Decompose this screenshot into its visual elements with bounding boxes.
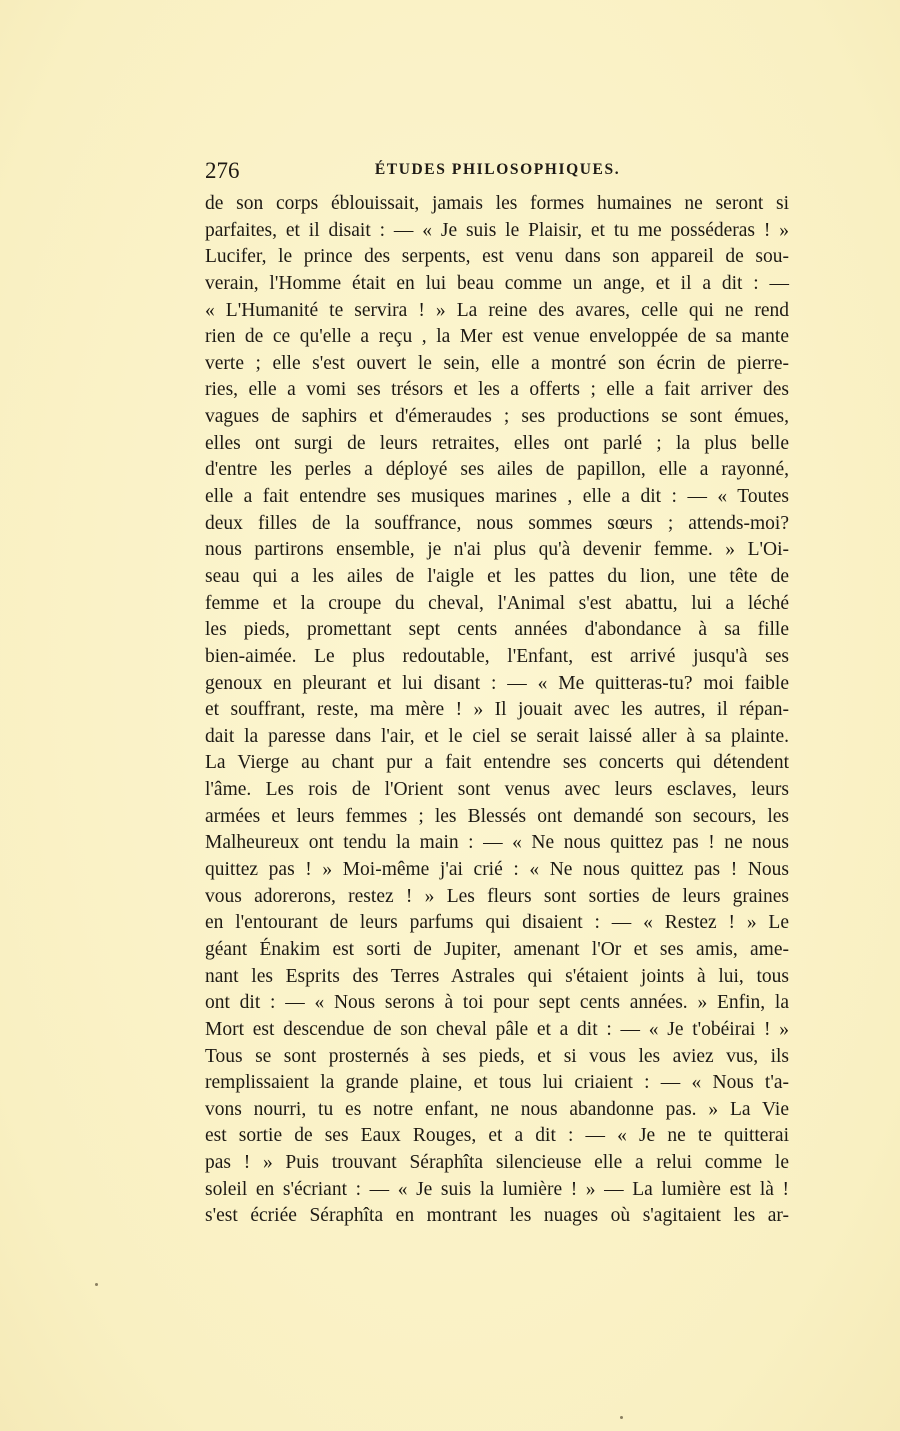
body-text (205, 191, 789, 1230)
paper-speck (95, 1283, 98, 1286)
text-line: femme et la croupe du cheval, l'Animal s'est abattu, lui a léché (205, 592, 789, 614)
text-line: ries, elle a vomi ses trésors et les a offerts ; elle a fait arriver des (205, 379, 789, 401)
text-line: parfaites, et il disait : — « Je suis le Plaisir, et tu me posséderas ! » (205, 219, 789, 241)
text-line: bien-aimée. Le plus redoutable, l'Enfant, est arrivé jusqu'à ses (205, 645, 789, 667)
text-line: d'entre les perles a déployé ses ailes de papillon, elle a rayonné, (205, 459, 789, 481)
text-line: vous adorerons, restez ! » Les fleurs sont sorties de leurs graines (205, 885, 789, 907)
text-line: Malheureux ont tendu la main : — « Ne nous quittez pas ! ne nous (205, 832, 789, 854)
text-line: remplissaient la grande plaine, et tous lui criaient : — « Nous t'a- (205, 1072, 789, 1094)
text-line: géant Énakim est sorti de Jupiter, amenant l'Or et ses amis, ame- (205, 938, 789, 960)
running-title: ÉTUDES PHILOSOPHIQUES. (374, 161, 621, 178)
text-line: nant les Esprits des Terres Astrales qui s'étaient joints à lui, tous (205, 965, 789, 987)
text-line: genoux en pleurant et lui disant : — « Me quitteras-tu? moi faible (205, 672, 789, 694)
text-line: armées et leurs femmes ; les Blessés ont demandé son secours, les (205, 805, 789, 827)
text-line: Lucifer, le prince des serpents, est venu dans son appareil de sou- (205, 246, 789, 268)
text-line: en l'entourant de leurs parfums qui disaient : — « Restez ! » Le (205, 912, 789, 934)
text-line: l'âme. Les rois de l'Orient sont venus avec leurs esclaves, leurs (205, 779, 789, 801)
text-line: et souffrant, reste, ma mère ! » Il jouait avec les autres, il répan- (205, 699, 789, 721)
text-line: « L'Humanité te servira ! » La reine des avares, celle qui ne rend (205, 299, 789, 321)
text-line: seau qui a les ailes de l'aigle et les pattes du lion, une tête de (205, 565, 789, 587)
text-line: est sortie de ses Eaux Rouges, et a dit : — « Je ne te quitterai (205, 1125, 789, 1147)
text-line: nous partirons ensemble, je n'ai plus qu'à devenir femme. » L'Oi- (205, 539, 789, 561)
text-line: ont dit : — « Nous serons à toi pour sept cents années. » Enfin, la (205, 992, 789, 1014)
text-line: pas ! » Puis trouvant Séraphîta silencieuse elle a relui comme le (205, 1152, 789, 1174)
text-line: vagues de saphirs et d'émeraudes ; ses productions se sont émues, (205, 406, 789, 428)
text-line: de son corps éblouissait, jamais les formes humaines ne seront si (205, 193, 789, 214)
text-line: quittez pas ! » Moi-même j'ai crié : « Ne nous quittez pas ! Nous (205, 859, 789, 881)
text-line: elles ont surgi de leurs retraites, elles ont parlé ; la plus belle (205, 432, 789, 454)
text-line: s'est écriée Séraphîta en montrant les nuages où s'agitaient les ar- (205, 1205, 789, 1227)
text-line: Tous se sont prosternés à ses pieds, et si vous les aviez vus, ils (205, 1045, 789, 1067)
text-line: vons nourri, tu es notre enfant, ne nous abandonne pas. » La Vie (205, 1098, 789, 1120)
page-header (205, 158, 790, 186)
text-line: rien de ce qu'elle a reçu , la Mer est venue enveloppée de sa mante (205, 326, 789, 348)
text-line: elle a fait entendre ses musiques marines , elle a dit : — « Toutes (205, 486, 789, 508)
text-line: La Vierge au chant pur a fait entendre ses concerts qui détendent (205, 752, 789, 774)
text-line: verain, l'Homme était en lui beau comme un ange, et il a dit : — (205, 272, 789, 294)
text-line: deux filles de la souffrance, nous sommes sœurs ; attends-moi? (205, 512, 789, 534)
text-line: dait la paresse dans l'air, et le ciel se serait laissé aller à sa plainte. (205, 725, 789, 747)
paper-speck (620, 1416, 623, 1419)
text-line: Mort est descendue de son cheval pâle et a dit : — « Je t'obéirai ! » (205, 1018, 789, 1040)
text-line: les pieds, promettant sept cents années d'abondance à sa fille (205, 619, 789, 641)
text-line: soleil en s'écriant : — « Je suis la lumière ! » — La lumière est là ! (205, 1178, 789, 1200)
text-line: verte ; elle s'est ouvert le sein, elle a montré son écrin de pierre- (205, 352, 789, 374)
page-number: 276 (205, 158, 240, 183)
